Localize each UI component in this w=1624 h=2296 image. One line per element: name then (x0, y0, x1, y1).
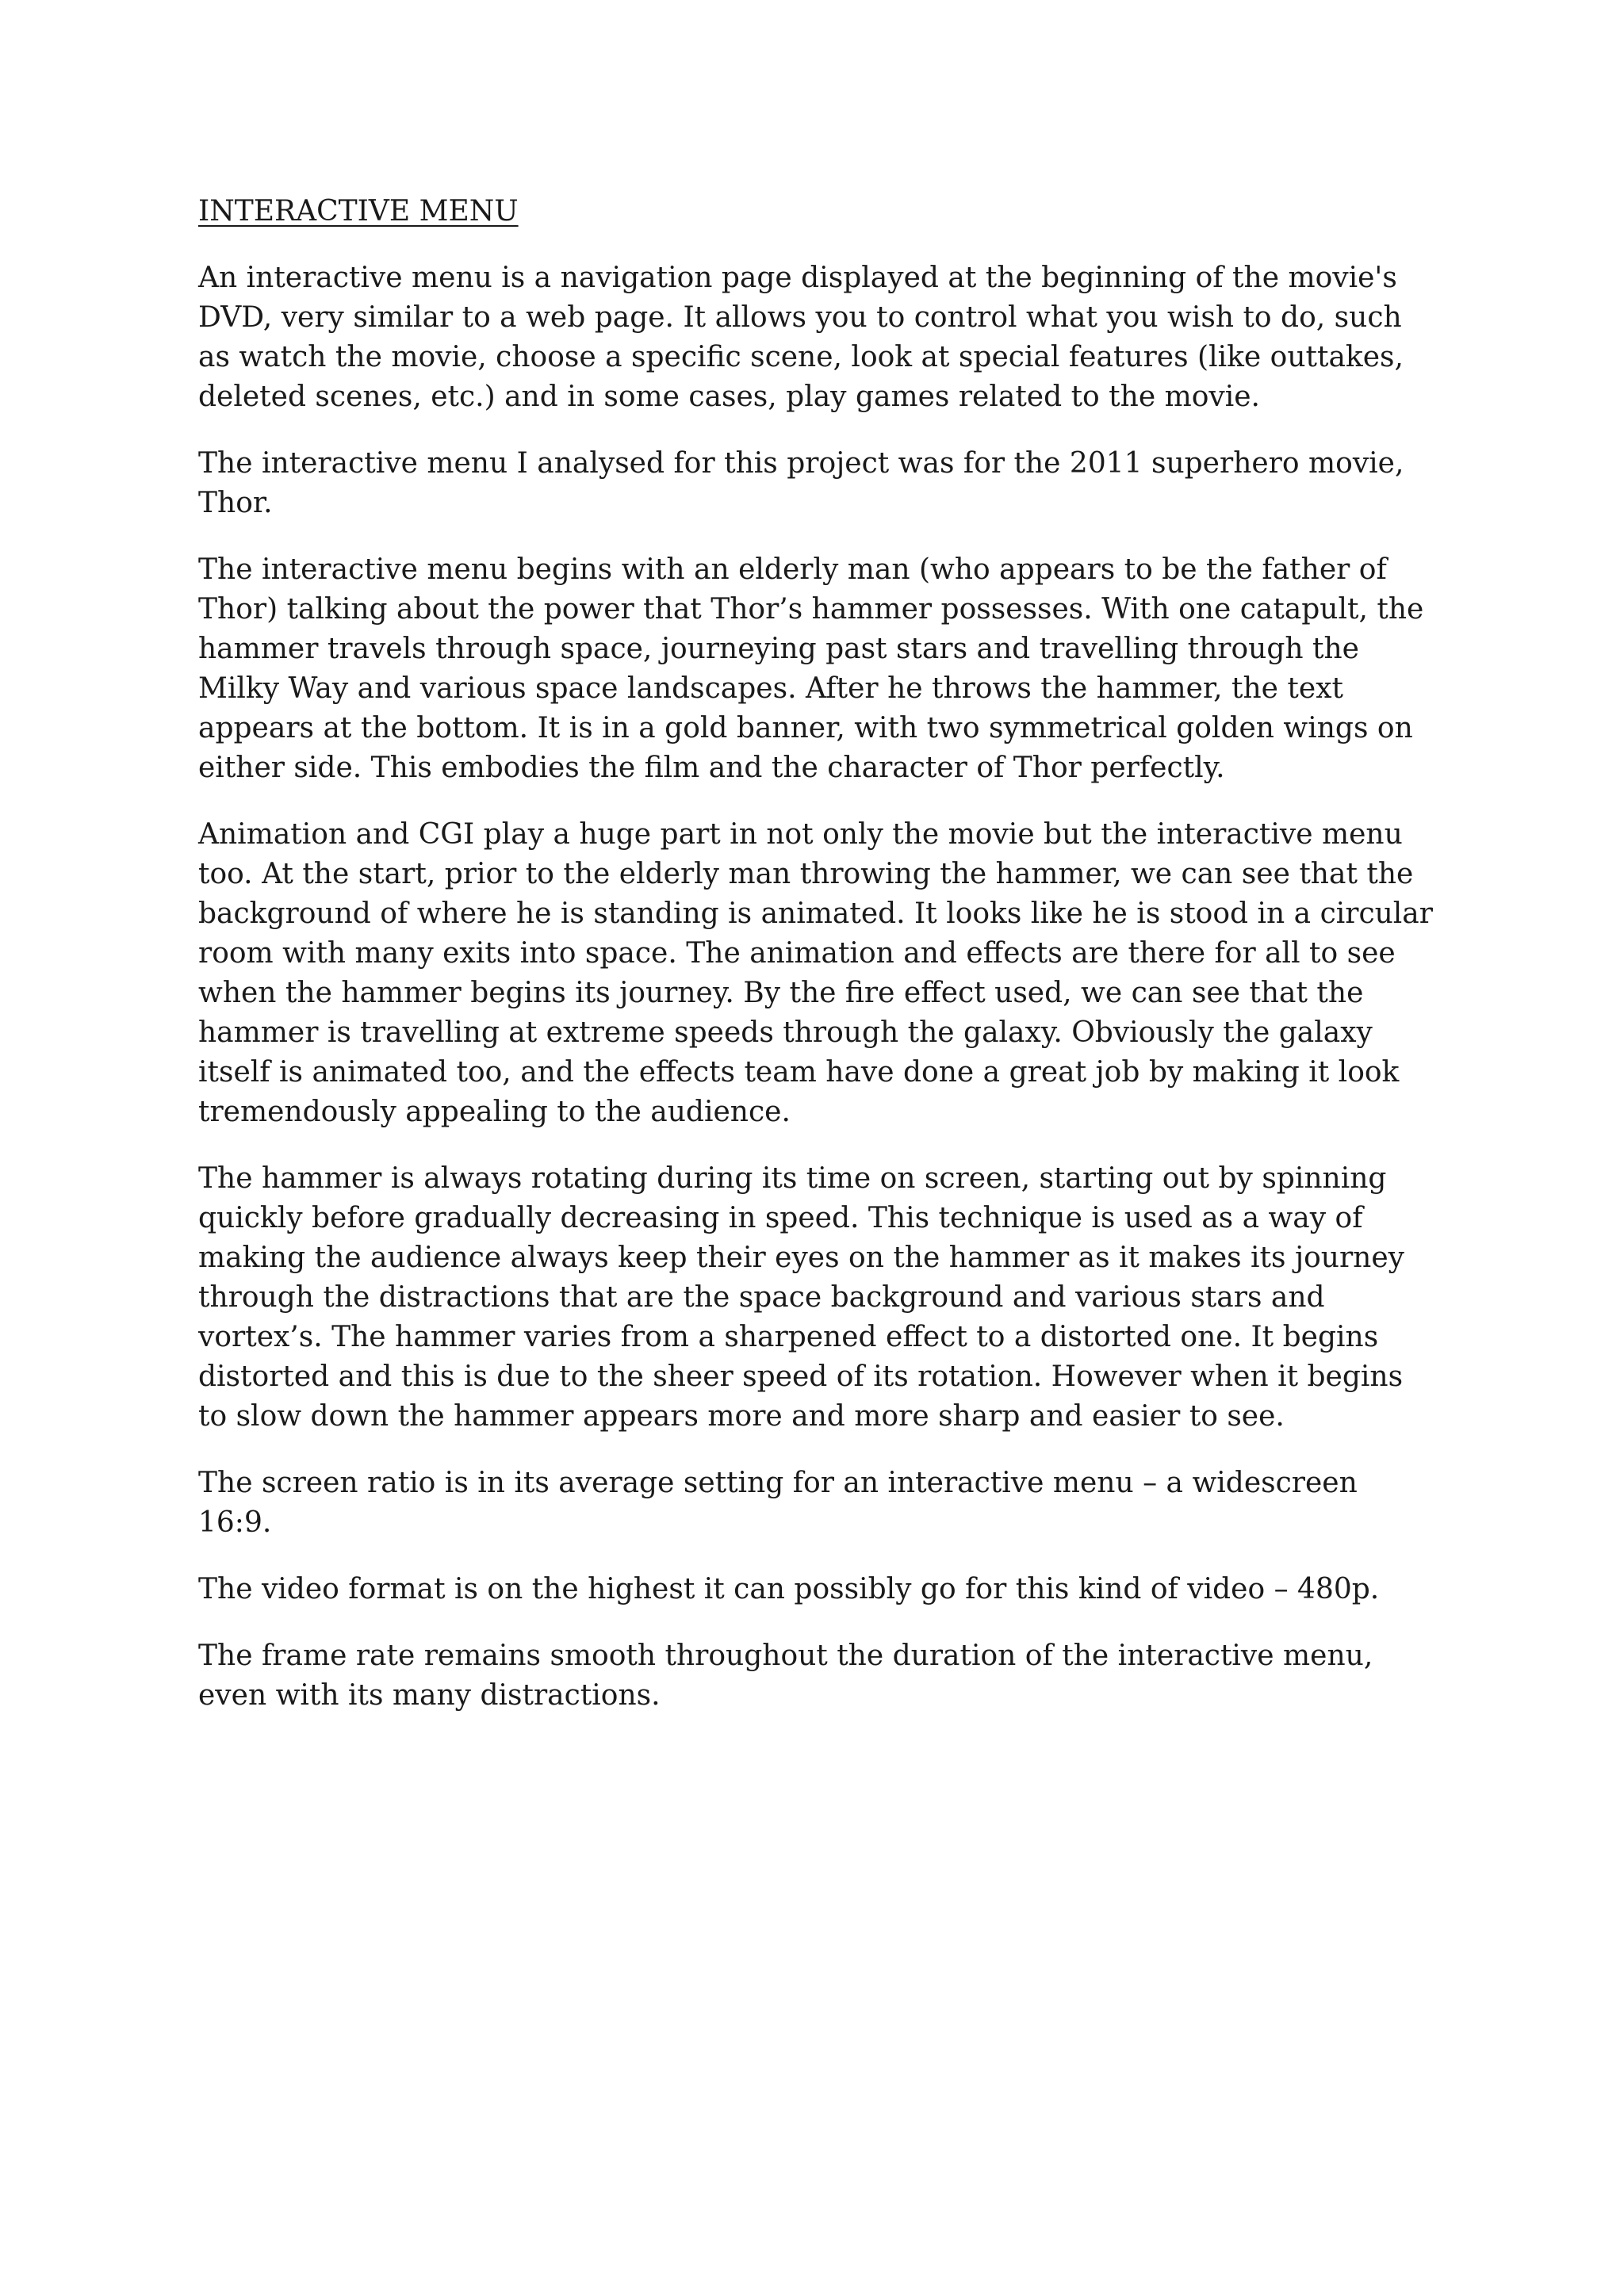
document-heading: INTERACTIVE MENU (198, 195, 519, 228)
paragraph-menu-opening: The interactive menu begins with an elderly man (who appears to be the father of Thor) talking about the power that Thor’s hammer possesses. With one catapult, the hammer travels through space, journeying past stars and travelling through the Milky Way and various space landscapes. After he throws the hammer, the text appears at the bottom. It is in a gold banner, with two symmetrical golden wings on either side. This embodies the film and the character of Thor perfectly. (198, 553, 1424, 784)
paragraph-hammer-rotation: The hammer is always rotating during its time on screen, starting out by spinning quickly before gradually decreasing in speed. This technique is used as a way of making the audience always keep their eyes on the hammer as it makes its journey through the distractions that are the space background and various stars and vortex’s. The hammer varies from a sharpened effect to a distorted one. It begins distorted and this is due to the sheer speed of its rotation. However when it begins to slow down the hammer appears more and more sharp and easier to see. (198, 1162, 1404, 1433)
paragraph-analysed-movie: The interactive menu I analysed for this project was for the 2011 superhero movie, Thor. (198, 447, 1404, 519)
paragraph-frame-rate: The frame rate remains smooth throughout the duration of the interactive menu, even with its many distractions. (198, 1640, 1373, 1712)
paragraph-animation-cgi: Animation and CGI play a huge part in not only the movie but the interactive menu too. At the start, prior to the elderly man throwing the hammer, we can see that the background of where he is standing is animated. It looks like he is stood in a circular room with many exits into space. The animation and effects are there for all to see when the hammer begins its journey. By the fire effect used, we can see that the hammer is travelling at extreme speeds through the galaxy. Obviously the galaxy itself is animated too, and the effects team have done a great job by making it look tremendously appealing to the audience. (198, 818, 1433, 1128)
paragraph-video-format: The video format is on the highest it can possibly go for this kind of video – 480p. (198, 1573, 1380, 1605)
document-body (198, 192, 1435, 1743)
paragraph-dvd-menu-definition: An interactive menu is a navigation page displayed at the beginning of the movie's DVD, very similar to a web page. It allows you to control what you wish to do, such as watch the movie, choose a specific scene, look at special features (like outtakes, deleted scenes, etc.) and in some cases, play games related to the movie. (198, 262, 1404, 413)
paragraph-screen-ratio: The screen ratio is in its average setting for an interactive menu – a widescreen 16:9. (198, 1467, 1358, 1539)
